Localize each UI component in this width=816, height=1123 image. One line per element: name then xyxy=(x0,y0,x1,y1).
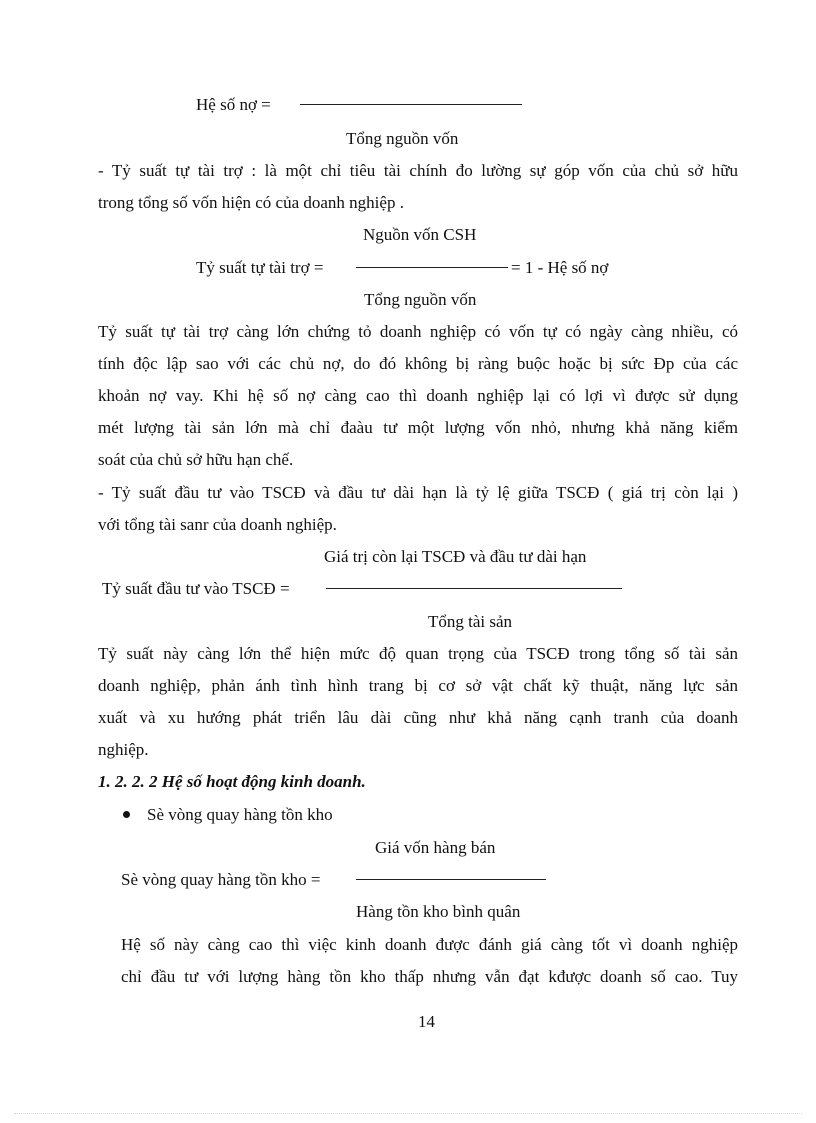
self-finance-equivalent: = 1 - Hệ số nợ xyxy=(511,258,609,277)
self-finance-numerator: Nguồn vốn CSH xyxy=(363,225,477,244)
self-finance-label: Tỷ suất tự tài trợ = xyxy=(196,258,324,277)
page-number: 14 xyxy=(418,1012,435,1031)
debt-ratio-denominator: Tổng nguồn vốn xyxy=(346,129,459,148)
fixed-asset-explain-line-3: xuất và xu hướng phát triển lâu dài cũng như khả năng cạnh tranh của doanh xyxy=(98,708,738,727)
self-finance-explain-line-4: mét lượng tài sản lớn mà chỉ đaàu tư một lượng vốn nhỏ, nhưng khả năng kiểm xyxy=(98,418,738,437)
bullet-item-inventory-turnover: Sè vòng quay hàng tồn kho xyxy=(147,805,333,824)
fixed-asset-explain-line-2: doanh nghiệp, phản ánh tình hình trang bị cơ sở vật chất kỹ thuật, năng lực sản xyxy=(98,676,738,695)
inventory-denominator: Hàng tồn kho bình quân xyxy=(356,902,521,921)
section-heading: 1. 2. 2. 2 Hệ số hoạt động kinh doanh. xyxy=(98,772,366,791)
self-finance-explain-line-1: Tỷ suất tự tài trợ càng lớn chứng tỏ doanh nghiệp có vốn tự có ngày càng nhiều, có xyxy=(98,322,738,341)
self-finance-explain-line-3: khoản nợ vay. Khi hệ số nợ càng cao thì doanh nghiệp lại có lợi vì được sử dụng xyxy=(98,386,738,405)
debt-ratio-label: Hệ số nợ = xyxy=(196,95,271,114)
inventory-numerator: Giá vốn hàng bán xyxy=(375,838,496,857)
fixed-asset-definition-line-2: với tổng tài sanr của doanh nghiệp. xyxy=(98,515,337,534)
fixed-asset-explain-line-1: Tỷ suất này càng lớn thể hiện mức độ quan trọng của TSCĐ trong tổng số tài sản xyxy=(98,644,738,663)
inventory-explain-line-2: chỉ đầu tư với lượng hàng tồn kho thấp nhưng vẫn đạt kđược doanh số cao. Tuy xyxy=(121,967,738,986)
bullet-icon xyxy=(123,811,130,818)
self-finance-fraction-bar xyxy=(356,267,508,268)
inventory-explain-line-1: Hệ số này càng cao thì việc kinh doanh được đánh giá càng tốt vì doanh nghiệp xyxy=(121,935,738,954)
self-finance-definition-line-2: trong tổng số vốn hiện có của doanh nghiệp . xyxy=(98,193,404,212)
fixed-asset-label: Tỷ suất đầu tư vào TSCĐ = xyxy=(102,579,290,598)
inventory-fraction-bar xyxy=(356,879,546,880)
page-frame-edge xyxy=(14,1113,802,1114)
inventory-label: Sè vòng quay hàng tồn kho = xyxy=(121,870,321,889)
self-finance-explain-line-2: tính độc lập sao với các chủ nợ, do đó không bị ràng buộc hoặc bị sức Đp của các xyxy=(98,354,738,373)
self-finance-explain-line-5: soát của chủ sở hữu hạn chế. xyxy=(98,450,294,469)
fixed-asset-definition-line-1: - Tỷ suất đầu tư vào TSCĐ và đầu tư dài hạn là tỷ lệ giữa TSCĐ ( giá trị còn lại ) xyxy=(98,483,738,502)
self-finance-definition-line-1: - Tỷ suất tự tài trợ : là một chỉ tiêu tài chính đo lường sự góp vốn của chủ sở hữu xyxy=(98,161,738,180)
fixed-asset-explain-line-4: nghiệp. xyxy=(98,740,149,759)
fixed-asset-denominator: Tổng tài sản xyxy=(428,612,513,631)
debt-ratio-fraction-bar xyxy=(300,104,522,105)
fixed-asset-fraction-bar xyxy=(326,588,622,589)
fixed-asset-numerator: Giá trị còn lại TSCĐ và đầu tư dài hạn xyxy=(324,547,587,566)
self-finance-denominator: Tổng nguồn vốn xyxy=(364,290,477,309)
